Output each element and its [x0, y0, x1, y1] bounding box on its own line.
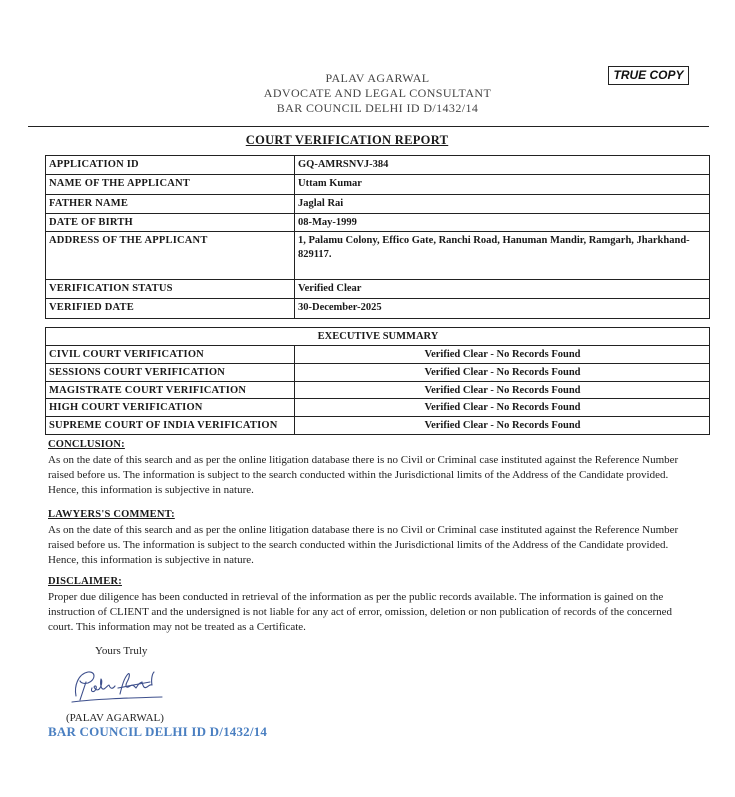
table-row: [46, 175, 710, 195]
summary-label: HIGH COURT VERIFICATION: [46, 399, 295, 417]
advocate-name: PALAV AGARWAL: [325, 71, 430, 85]
table-row: [46, 195, 710, 214]
table-row: [46, 232, 710, 280]
info-label: NAME OF THE APPLICANT: [46, 175, 295, 195]
true-copy-stamp: TRUE COPY: [608, 66, 689, 85]
info-value: GQ-AMRSNVJ-384: [295, 156, 710, 175]
table-row: [46, 214, 710, 232]
summary-value: Verified Clear - No Records Found: [295, 399, 710, 417]
signatory-bar-id: BAR COUNCIL DELHI ID D/1432/14: [48, 724, 268, 739]
table-row: [46, 328, 710, 346]
summary-label: CIVIL COURT VERIFICATION: [46, 346, 295, 364]
table-row: [46, 364, 710, 382]
info-label: VERIFIED DATE: [46, 299, 295, 319]
table-row: [46, 156, 710, 175]
advocate-role: ADVOCATE AND LEGAL CONSULTANT: [263, 86, 492, 100]
info-value: 08-May-1999: [295, 214, 710, 232]
executive-summary-table: [45, 327, 710, 435]
summary-value: Verified Clear - No Records Found: [295, 417, 710, 435]
signatory-name: (PALAV AGARWAL): [66, 712, 164, 724]
summary-heading: EXECUTIVE SUMMARY: [46, 328, 710, 346]
info-value: Jaglal Rai: [295, 195, 710, 214]
info-value: 30-December-2025: [295, 299, 710, 319]
applicant-info-table: [45, 155, 710, 319]
table-row: [46, 399, 710, 417]
header-divider: [28, 126, 709, 127]
disclaimer-heading: DISCLAIMER:: [48, 576, 122, 587]
summary-label: SUPREME COURT OF INDIA VERIFICATION: [46, 417, 295, 435]
info-label: APPLICATION ID: [46, 156, 295, 175]
info-label: ADDRESS OF THE APPLICANT: [46, 232, 295, 280]
info-value: Uttam Kumar: [295, 175, 710, 195]
conclusion-heading: CONCLUSION:: [48, 439, 125, 450]
lawyers-comment-heading: LAWYERS'S COMMENT:: [48, 509, 175, 520]
info-value: 1, Palamu Colony, Effico Gate, Ranchi Road, Hanuman Mandir, Ramgarh, Jharkhand-829117.: [295, 232, 710, 280]
summary-value: Verified Clear - No Records Found: [295, 364, 710, 382]
report-title: COURT VERIFICATION REPORT: [245, 133, 449, 147]
lawyers-comment-section: [48, 508, 698, 568]
table-row: [46, 346, 710, 364]
advocate-bar-id: BAR COUNCIL DELHI ID D/1432/14: [276, 101, 479, 115]
disclaimer-section: [48, 575, 698, 635]
table-row: [46, 417, 710, 435]
table-row: [46, 280, 710, 299]
table-row: [46, 299, 710, 319]
summary-label: MAGISTRATE COURT VERIFICATION: [46, 382, 295, 399]
info-label: DATE OF BIRTH: [46, 214, 295, 232]
table-row: [46, 382, 710, 399]
info-value: Verified Clear: [295, 280, 710, 299]
disclaimer-text: Proper due diligence has been conducted in retrieval of the information as per the public records available. The information is gained on the instruction of CLIENT and the undersigned is not liable for any act of error, omission, deletion or non publication of records of the concerned court. This information may not be treated as a Certificate.: [48, 591, 673, 633]
summary-value: Verified Clear - No Records Found: [295, 346, 710, 364]
closing-salutation: Yours Truly: [95, 645, 148, 657]
info-label: VERIFICATION STATUS: [46, 280, 295, 299]
letterhead: [0, 71, 735, 116]
lawyers-comment-text: As on the date of this search and as per the online litigation database there is no Civil or Criminal case instituted against the Reference Number raised before us. The information is subject to the search conducted within the Jurisdictional limits of the Address of the Candidate provided. Hence, this information is subjective in nature.: [48, 524, 679, 566]
conclusion-section: [48, 438, 698, 498]
conclusion-text: As on the date of this search and as per the online litigation database there is no Civil or Criminal case instituted against the Reference Number raised before us. The information is subject to the search conducted within the Jurisdictional limits of the Address of the Candidate provided. Hence, this information is subjective in nature.: [48, 454, 679, 496]
summary-value: Verified Clear - No Records Found: [295, 382, 710, 399]
summary-label: SESSIONS COURT VERIFICATION: [46, 364, 295, 382]
info-label: FATHER NAME: [46, 195, 295, 214]
handwritten-signature: [66, 664, 166, 706]
